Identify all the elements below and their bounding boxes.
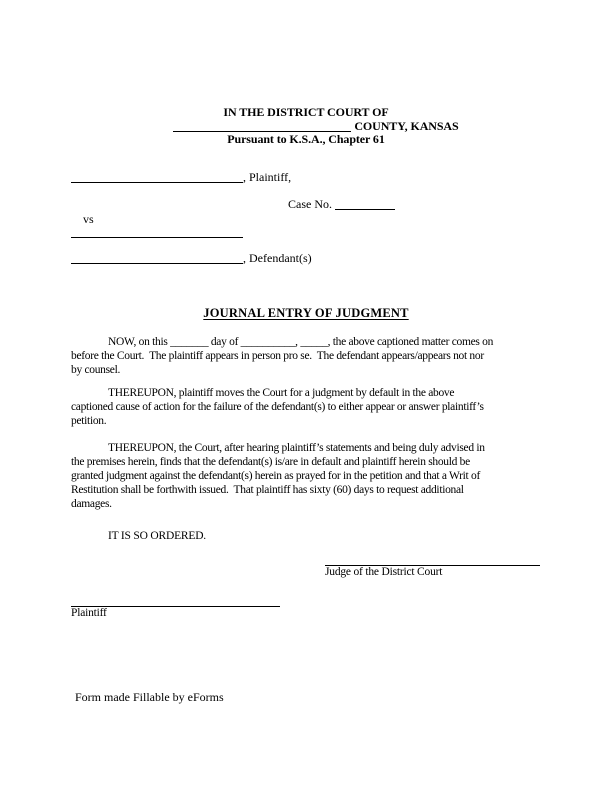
eforms-footer-note: Form made Fillable by eForms xyxy=(75,690,224,704)
text-line: before the Court. The plaintiff appears in person pro se. The defendant appears/appears not nor xyxy=(71,350,484,362)
plaintiff-name-blank[interactable] xyxy=(71,171,243,183)
court-header xyxy=(0,106,612,147)
defendant-name-blank[interactable] xyxy=(71,252,243,264)
statute-line: Pursuant to K.S.A., Chapter 61 xyxy=(227,132,385,146)
caption-defendant-row xyxy=(71,251,312,266)
so-ordered-text: IT IS SO ORDERED. xyxy=(108,530,206,542)
judge-signature-block xyxy=(325,555,540,579)
county-name-blank[interactable] xyxy=(173,120,351,132)
text-line: petition. xyxy=(71,415,107,427)
plaintiff-signature-label: Plaintiff xyxy=(71,607,107,619)
defendant-label: , Defendant(s) xyxy=(243,251,312,265)
plaintiff-label: , Plaintiff, xyxy=(243,170,292,184)
text-line: Restitution shall be forthwith issued. That plaintiff has sixty (60) days to request additional xyxy=(71,484,464,496)
opening-paragraph xyxy=(71,335,493,377)
text-line: THEREUPON, the Court, after hearing plaintiff’s statements and being duly advised in xyxy=(108,442,485,454)
county-line xyxy=(0,120,612,134)
case-no-label: Case No. xyxy=(288,197,335,211)
versus-label: vs xyxy=(83,212,94,226)
case-number-group xyxy=(288,197,395,212)
county-kansas-label: COUNTY, KANSAS xyxy=(351,118,459,133)
text-line: damages. xyxy=(71,498,112,510)
form-title: JOURNAL ENTRY OF JUDGMENT xyxy=(203,306,409,320)
defendant-extra-blank[interactable] xyxy=(71,226,243,238)
caption-plaintiff-row xyxy=(71,170,291,185)
plaintiff-signature-block xyxy=(71,596,280,620)
judge-signature-label: Judge of the District Court xyxy=(325,566,443,578)
caption-extra-row xyxy=(71,225,243,240)
court-name-line: IN THE DISTRICT COURT OF xyxy=(223,105,389,119)
default-judgment-paragraph xyxy=(71,386,484,428)
case-number-blank[interactable] xyxy=(335,198,395,210)
text-line: by counsel. xyxy=(71,364,121,376)
findings-paragraph xyxy=(71,441,485,511)
text-line: captioned cause of action for the failure of the defendant(s) to either appear or answer plaintiff’s xyxy=(71,401,484,413)
text-line: granted judgment against the defendant(s) herein as prayed for in the petition and that a Writ of xyxy=(71,470,480,482)
text-line: NOW, on this _______ day of __________, _____, the above captioned matter comes on xyxy=(108,336,494,348)
text-line: the premises herein, finds that the defendant(s) is/are in default and plaintiff herein should be xyxy=(71,456,470,468)
text-line: THEREUPON, plaintiff moves the Court for a judgment by default in the above xyxy=(108,387,455,399)
